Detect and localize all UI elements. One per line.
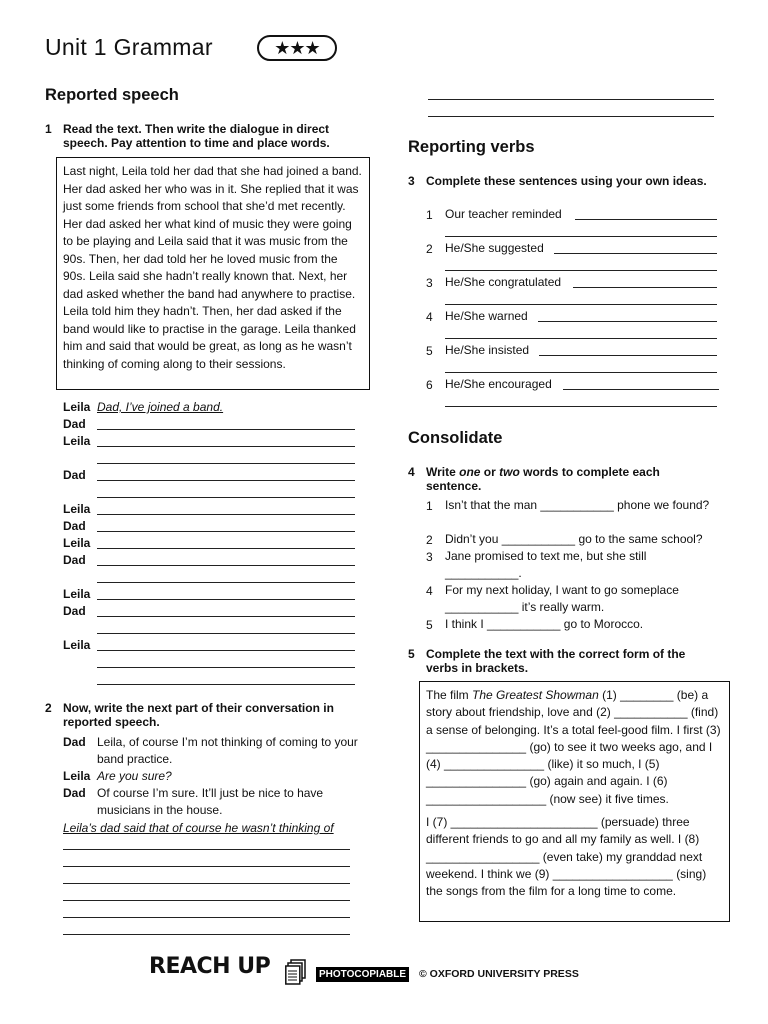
example-answer: Leila’s dad said that of course he wasn’t thinking of [63,821,334,835]
speaker-label: Leila [63,536,91,550]
answer-line[interactable] [97,650,355,651]
reading-text-box [56,157,370,390]
cloze-paragraph-2: I (7) ______________________ (persuade) three different friends to go and all my family as well. I (8) _________________ (even take) my granddad next weekend. I think we (9) __________________ (sing) the songs from the film for a long time to come. [426,815,707,899]
section-heading-reporting-verbs: Reporting verbs [408,138,535,156]
instruction-text: Complete the text with the correct form of the verbs in brackets. [426,647,686,675]
answer-line[interactable] [97,463,355,464]
speaker-label: Leila [63,638,91,652]
answer-line[interactable] [573,287,717,288]
exercise-3-instruction [408,174,708,188]
item-number: 4 [426,584,433,598]
answer-line[interactable] [63,866,350,867]
answer-line[interactable] [445,270,717,271]
speaker-label: Leila [63,587,91,601]
speaker-label: Dad [63,417,86,431]
reach-up-logo: REACH UP [149,954,271,979]
dialogue-line: Leila, of course I’m not thinking of coming to your band practice. [97,735,358,766]
sentence-stem: He/She suggested [445,241,544,255]
answer-line[interactable] [97,616,355,617]
cloze-paragraph-1: The film The Greatest Showman (1) ________ (be) a story about friendship, love and (2) ___________ (find) a sense of belonging. It’s a total feel-good film. I first (3) _______________ (go) to see it two weeks ago, and I (4) _______________ (like) it so much, I (5) _______________ (go) again and again. I (6) __________________ (now see) it five times. [426,688,721,806]
speaker-label: Dad [63,735,86,749]
answer-line[interactable] [97,633,355,634]
answer-line[interactable] [97,667,355,668]
answer-line[interactable] [63,917,350,918]
answer-line[interactable] [97,514,355,515]
instruction-text: Complete these sentences using your own ideas. [426,174,707,188]
instruction-text: Read the text. Then write the dialogue in direct speech. Pay attention to time and place words. [63,122,330,150]
gap-sentence: I think I ___________ go to Morocco. [445,617,644,631]
answer-line[interactable] [445,372,717,373]
instruction-text: Now, write the next part of their conversation in reported speech. [63,701,334,729]
instruction-text: Write one or two words to complete each sentence. [426,465,660,493]
answer-line[interactable] [428,116,714,117]
answer-line[interactable] [63,849,350,850]
sentence-stem: He/She insisted [445,343,530,357]
answer-line[interactable] [97,548,355,549]
exercise-5-instruction [408,647,718,675]
copy-pages-icon [285,959,307,985]
speaker-label: Leila [63,400,91,414]
answer-line[interactable] [575,219,717,220]
speaker-label: Dad [63,553,86,567]
exercise-number: 5 [408,647,415,661]
exercise-number: 3 [408,174,415,188]
item-number: 3 [426,276,433,290]
speaker-label: Leila [63,502,91,516]
answer-line[interactable] [445,338,717,339]
copyright-notice: © OXFORD UNIVERSITY PRESS [419,968,579,980]
answer-line[interactable] [63,883,350,884]
answer-line[interactable] [554,253,717,254]
answer-line[interactable] [445,304,717,305]
gap-sentence: Isn’t that the man ___________ phone we found? [445,498,710,512]
difficulty-stars: ★★★ [257,35,337,61]
item-number: 3 [426,550,433,564]
speaker-label: Dad [63,604,86,618]
answer-line[interactable] [97,446,355,447]
answer-line[interactable] [97,497,355,498]
item-number: 6 [426,378,433,392]
exercise-4-instruction [408,465,708,493]
item-number: 1 [426,499,433,513]
cloze-text-box [419,681,730,922]
answer-line[interactable] [97,565,355,566]
dialogue-line: Are you sure? [97,769,172,783]
sentence-stem: He/She encouraged [445,377,552,391]
item-number: 5 [426,344,433,358]
answer-line[interactable] [97,599,355,600]
exercise-2-instruction [45,701,365,729]
answer-line[interactable] [445,406,717,407]
answer-line[interactable] [97,480,355,481]
item-number: 5 [426,618,433,632]
section-heading-reported-speech: Reported speech [45,86,179,104]
answer-line[interactable] [538,321,717,322]
exercise-number: 1 [45,122,52,136]
exercise-1-instruction [45,122,365,150]
gap-sentence: Jane promised to text me, but she still ___________. [445,549,647,580]
item-number: 1 [426,208,433,222]
gap-sentence: Didn’t you ___________ go to the same school? [445,532,703,546]
answer-line[interactable] [97,684,355,685]
speaker-label: Leila [63,769,91,783]
item-number: 2 [426,533,433,547]
speaker-label: Leila [63,434,91,448]
page-title: Unit 1 Grammar [45,34,213,60]
speaker-label: Dad [63,786,86,800]
photocopiable-badge: PHOTOCOPIABLE [316,967,409,982]
answer-line[interactable] [539,355,717,356]
sentence-stem: Our teacher reminded [445,207,562,221]
answer-line[interactable] [63,934,350,935]
reading-text: Last night, Leila told her dad that she had joined a band. Her dad asked her who was in it. She replied that it was just some friends from school that she’d met recently. Her dad asked her what kind of music they were going to be playing and Leila said that it was music from the 90s. Then, her dad told her he loved music from the 90s. Leila said she hadn’t really known that. Next, her dad asked whether the band had anywhere to practise. Leila told him they hadn’t. Then, her dad asked if the band would like to practise in the garage. Leila thanked him and said that would be great, as long as he wasn’t thinking of coming along to their sessions. [63,164,362,371]
answer-line[interactable] [97,582,355,583]
example-answer: Dad, I’ve joined a band. [97,400,224,414]
section-heading-consolidate: Consolidate [408,429,503,447]
item-number: 4 [426,310,433,324]
exercise-number: 2 [45,701,52,715]
answer-line[interactable] [428,99,714,100]
answer-line[interactable] [97,429,355,430]
answer-line[interactable] [445,236,717,237]
speaker-label: Dad [63,468,86,482]
exercise-number: 4 [408,465,415,479]
answer-line[interactable] [63,900,350,901]
answer-line[interactable] [563,389,719,390]
sentence-stem: He/She warned [445,309,528,323]
item-number: 2 [426,242,433,256]
dialogue-line: Of course I’m sure. It’ll just be nice to have musicians in the house. [97,786,324,817]
speaker-label: Dad [63,519,86,533]
gap-sentence: For my next holiday, I want to go someplace ___________ it’s really warm. [445,583,679,614]
sentence-stem: He/She congratulated [445,275,562,289]
answer-line[interactable] [97,531,355,532]
